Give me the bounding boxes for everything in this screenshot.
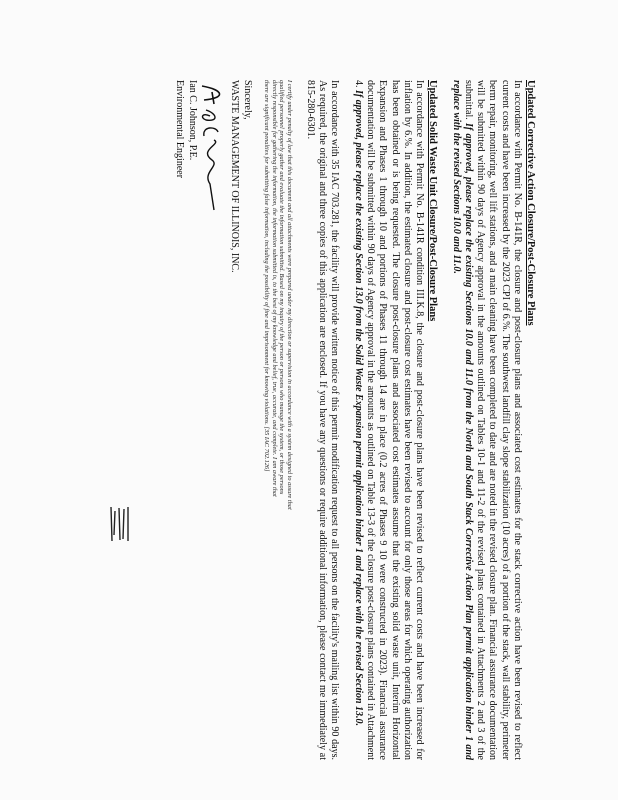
certification-statement: I certify under penalty of law that this document and all attachments were prepared under my direction or supervision in accordance with a system designed to assure that qualified personnel properly gather and evaluate the information submitted. Based on my inquiry of the person or persons who manage the system, or those persons directly responsible for gathering the information, the information submitted is, to the best of my knowledge and belief, true, accurate, and complete. I am aware that there are significant penalties for submitting false information, including the possibility of fine and imprisonment for knowing violations. [35 IAC 702.126] — [263, 80, 293, 510]
company-name: WASTE MANAGEMENT OF ILLINOIS, INC. — [229, 80, 241, 273]
solid-waste-instruction: If approved, please replace the existing Section 13.0 from the Solid Waste Expansion permit application binder 1 and replace with the revised Section 13.0. — [352, 90, 364, 727]
letter-body — [173, 80, 536, 760]
closing-line: Sincerely, — [241, 80, 253, 120]
solid-waste-heading: Updated Solid Waste Unit Closure/Post-Closure Plans — [427, 80, 439, 322]
signer-title: Environmental Engineer — [174, 80, 186, 179]
solid-waste-text: In accordance with Permit No. B-141R condition III.K.8, the closure and post-closure plans have been revised to reflect current costs and have been increased for inflation by 6.%. In addition, the estimated closure and post-closure cost estimates have been revised to account for only those areas for which operating authorization has been obtained or is being requested. The closure post-closure plans and associated cost estimates assume that the existing solid waste unit, Interim Horizontal Expansion and Phases 1 through 10 and portions of Phases 11 through 14 are in place (0.2 acres of Phases 9 10 were constructed in 2023). Financial assurance documentation will be submitted within 90 days of Agency approval in the amounts as outlined on Table 13-3 of the closure post-closure plans contained in Attachment 4. — [352, 80, 426, 760]
signer-name: Ian C. Johnson, P.E. — [186, 80, 198, 161]
corrective-action-instruction: If approved, please replace the existing Sections 10.0 and 11.0 from the North and South Stack Corrective Action Plan permit application binder 1 and replace with the revised Sections 10.0 and 11.0. — [450, 80, 474, 760]
signature-block — [173, 80, 253, 760]
solid-waste-paragraph — [351, 80, 425, 760]
corrective-action-heading: Updated Corrective Action Closure/Post-Closure Plans — [525, 80, 536, 326]
corrective-action-text: In accordance with Permit No. B-141R, the closure and post-closure plans and associated cost estimates for the stack corrective action have been revised to reflect current costs and have been increased by the 2023 CPI of 6.%. The southwest landfill clay slope stabilization (10 acres) of a portion of the stack, wall stability, perimeter berm repair, monitoring, well lift stations, and a main cleaning have been completed to date and are noted in the revised closure plan. Financial assurance documentation will be submitted within 90 days of Agency approval in the amounts outlined on Tables 10-1 and 11-2 of the revised plans contained in Attachments 2 and 3 of the submittal. — [462, 80, 523, 760]
notice-paragraph: In accordance with 35 IAC 703.281, the facility will provide written notice of this permit modification request to all persons on the facility's mailing list within 90 days. As required, the original and three copies of this application are enclosed. If you have any questions or require additional information, please contact me immediately at 815-280-6301. — [304, 80, 341, 760]
corrective-action-paragraph — [449, 80, 523, 760]
handwritten-signature — [198, 80, 228, 240]
stamp-mark — [108, 505, 132, 543]
